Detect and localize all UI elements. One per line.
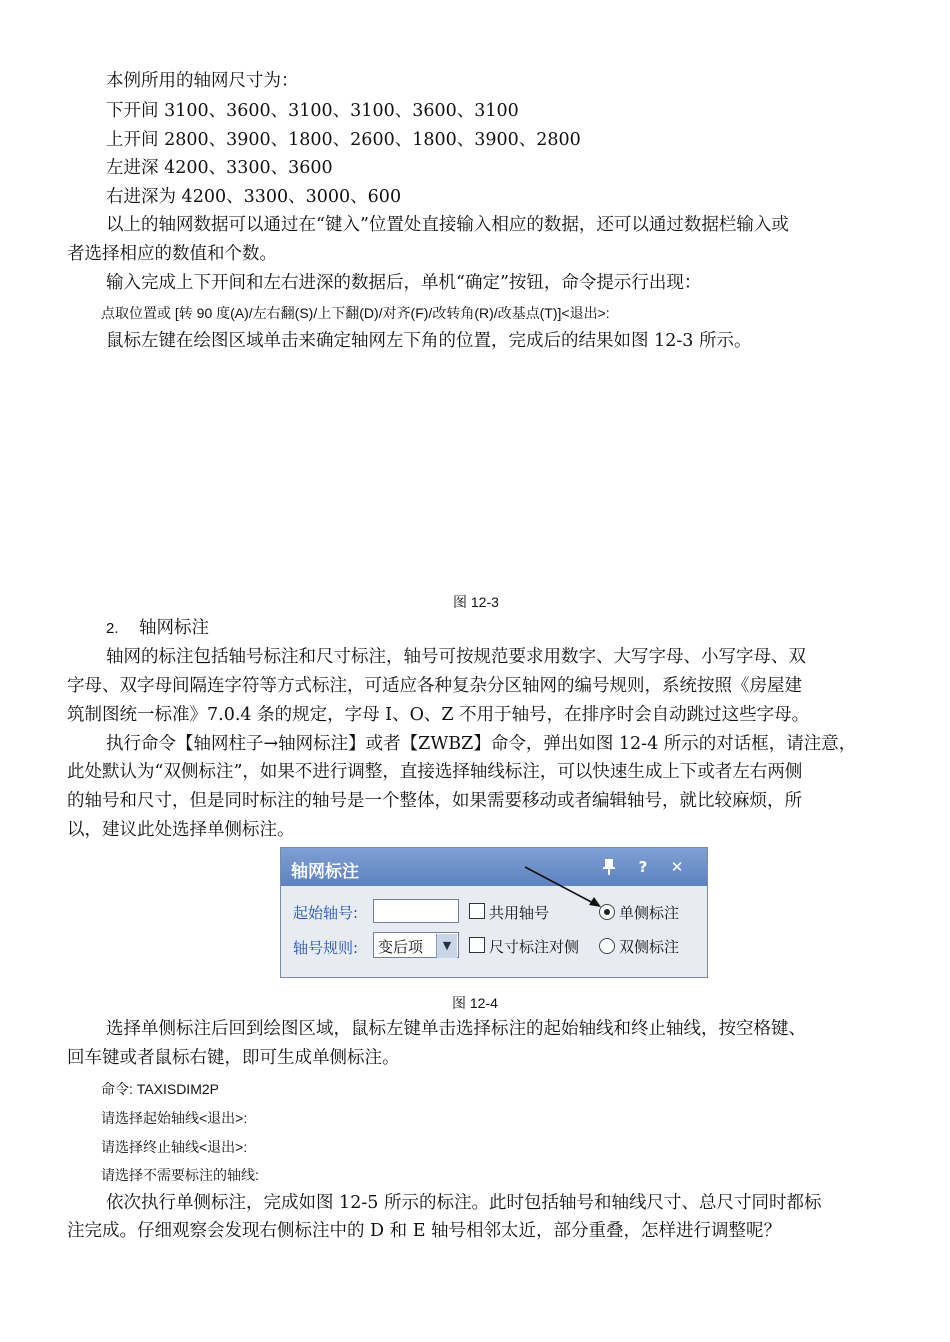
double-side-radio[interactable] [599, 938, 615, 954]
shared-axis-checkbox[interactable] [469, 903, 485, 919]
command-line-3: 请选择终止轴线<退出>: [101, 1139, 248, 1155]
double-side-label: 双侧标注 [619, 938, 680, 956]
axis-rule-select[interactable] [373, 932, 459, 958]
paragraph-command-4: 以，建议此处选择单侧标注。 [67, 820, 295, 840]
figure-caption-12-3: 图 12-3 [453, 594, 499, 610]
paragraph-left-depths: 左进深 4200、3300、3600 [106, 158, 333, 178]
section-number: 2. [106, 620, 119, 637]
dialog-title: 轴网标注 [291, 862, 359, 882]
paragraph-annotation-2: 字母、双字母间隔连字符等方式标注，可适应各种复杂分区轴网的编号规则，系统按照《房屋建 [67, 676, 802, 696]
command-line-4: 请选择不需要标注的轴线: [101, 1167, 259, 1183]
chevron-down-icon[interactable]: ▼ [436, 934, 457, 958]
help-icon[interactable]: ? [638, 858, 648, 876]
pointer-arrow-icon [521, 863, 611, 913]
start-axis-label: 起始轴号: [293, 904, 359, 922]
paragraph-annotation-1: 轴网的标注包括轴号标注和尺寸标注，轴号可按规范要求用数字、大写字母、小写字母、双 [106, 647, 806, 667]
paragraph-annotation-3: 筑制图统一标准》7.0.4 条的规定，字母 I、O、Z 不用于轴号，在排序时会自动跳过这些字母。 [67, 705, 810, 725]
paragraph-confirm: 输入完成上下开间和左右进深的数据后，单机“确定”按钮，命令提示行出现： [106, 273, 702, 293]
paragraph-right-depths: 右进深为 4200、3300、3000、600 [106, 187, 402, 207]
dim-opposite-label: 尺寸标注对侧 [489, 938, 580, 956]
paragraph-single-side-1: 选择单侧标注后回到绘图区域，鼠标左键单击选择标注的起始轴线和终止轴线，按空格键、 [106, 1019, 806, 1039]
dialog-title-bar[interactable] [281, 848, 707, 886]
close-icon[interactable]: ✕ [670, 858, 684, 876]
figure-caption-12-4: 图 12-4 [452, 995, 498, 1011]
paragraph-intro: 本例所用的轴网尺寸为： [106, 71, 299, 91]
single-side-label: 单侧标注 [619, 904, 680, 922]
paragraph-result-2: 注完成。仔细观察会发现右侧标注中的 D 和 E 轴号相邻太近，部分重叠，怎样进行调整呢？ [67, 1221, 782, 1241]
command-prompt-1: 点取位置或 [转 90 度(A)/左右翻(S)/上下翻(D)/对齐(F)/改转角(R)/改基点(T)]<退出>: [101, 305, 610, 321]
start-axis-input[interactable] [373, 899, 459, 923]
axis-annotation-dialog [280, 847, 708, 978]
paragraph-command-2: 此处默认为“双侧标注”，如果不进行调整，直接选择轴线标注，可以快速生成上下或者左右两侧 [67, 762, 803, 782]
paragraph-input-methods-2: 者选择相应的数值和个数。 [67, 244, 277, 264]
paragraph-place-grid: 鼠标左键在绘图区域单击来确定轴网左下角的位置，完成后的结果如图 12-3 所示。 [106, 331, 752, 351]
dialog-body [281, 886, 707, 977]
axis-rule-value: 变后项 [378, 938, 424, 956]
command-line-2: 请选择起始轴线<退出>: [101, 1110, 248, 1126]
paragraph-command-3: 的轴号和尺寸，但是同时标注的轴号是一个整体，如果需要移动或者编辑轴号，就比较麻烦，所 [67, 791, 802, 811]
paragraph-lower-bays: 下开间 3100、3600、3100、3100、3600、3100 [106, 101, 519, 121]
command-line-1: 命令: TAXISDIM2P [101, 1081, 219, 1097]
dim-opposite-checkbox[interactable] [469, 937, 485, 953]
paragraph-result-1: 依次执行单侧标注，完成如图 12-5 所示的标注。此时包括轴号和轴线尺寸、总尺寸同时都标 [106, 1193, 822, 1213]
shared-axis-label: 共用轴号 [489, 904, 550, 922]
paragraph-input-methods-1: 以上的轴网数据可以通过在“键入”位置处直接输入相应的数据，还可以通过数据栏输入或 [106, 215, 789, 235]
axis-rule-label: 轴号规则: [293, 939, 359, 957]
paragraph-command-1: 执行命令【轴网柱子→轴网标注】或者【ZWBZ】命令，弹出如图 12-4 所示的对话框，请注意， [106, 734, 857, 754]
paragraph-upper-bays: 上开间 2800、3900、1800、2600、1800、3900、2800 [106, 130, 581, 150]
paragraph-single-side-2: 回车键或者鼠标右键，即可生成单侧标注。 [67, 1048, 400, 1068]
section-title: 轴网标注 [139, 618, 209, 638]
